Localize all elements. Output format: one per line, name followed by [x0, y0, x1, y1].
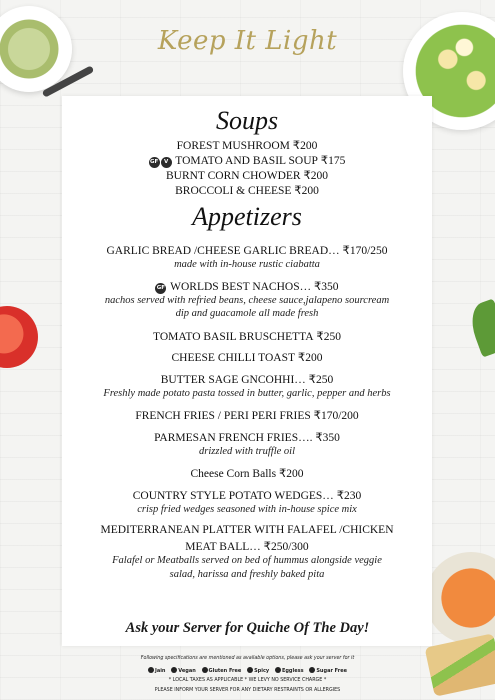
- menu-card: [62, 96, 432, 646]
- soups-heading: Soups: [215, 106, 279, 135]
- tax-note: * LOCAL TAXES AS APPLICABLE * WE LEVY NO SERVICE CHARGE *: [168, 678, 327, 683]
- menu-item: BURNT CORN CHOWDER ₹200: [165, 170, 329, 182]
- menu-item: PARMESAN FRENCH FRIES…. ₹350: [154, 432, 340, 444]
- item-description: made with in-house rustic ciabatta: [174, 259, 320, 270]
- vegan-icon: [171, 667, 177, 673]
- menu-item: Cheese Corn Balls ₹200: [190, 468, 304, 480]
- menu-item: COUNTRY STYLE POTATO WEDGES… ₹230: [132, 490, 362, 502]
- menu-item: FRENCH FRIES / PERI PERI FRIES ₹170/200: [135, 410, 359, 422]
- item-description: salad, harissa and freshly baked pita: [169, 569, 325, 580]
- spicy-icon: [247, 667, 253, 673]
- menu-item: GARLIC BREAD /CHEESE GARLIC BREAD… ₹170/250: [106, 245, 388, 257]
- item-description: crisp fried wedges seasoned with in-house spice mix: [137, 504, 357, 515]
- item-description: Freshly made potato pasta tossed in butter, garlic, pepper and herbs: [103, 388, 391, 399]
- item-description: nachos served with refried beans, cheese sauce,jalapeno sourcream: [104, 295, 390, 306]
- footer-note: Following specifications are mentioned as available options, please ask your server for it: [140, 656, 355, 661]
- menu-item: FOREST MUSHROOM ₹200: [176, 140, 318, 152]
- allergy-note: PLEASE INFORM YOUR SERVER FOR ANY DIETARY RESTRAINTS OR ALLERGIES: [154, 688, 341, 693]
- menu-item: CHEESE CHILLI TOAST ₹200: [171, 352, 323, 364]
- menu-item: TOMATO BASIL BRUSCHETTA ₹250: [153, 331, 341, 343]
- gluten-free-badge-icon: GF: [155, 283, 166, 294]
- menu-item: MEDITERRANEAN PLATTER WITH FALAFEL /CHICKEN: [100, 524, 394, 536]
- menu-item: GF WORLDS BEST NACHOS… ₹350: [156, 281, 339, 293]
- gluten-free-icon: [202, 667, 208, 673]
- jain-icon: [148, 667, 154, 673]
- item-description: Falafel or Meatballs served on bed of hummus alongside veggie: [112, 555, 382, 566]
- dietary-legend: Jain Vegan Gluten Free Spicy Eggless Sugar Free: [0, 667, 495, 674]
- menu-tagline: Keep It Light: [157, 26, 338, 56]
- vegan-badge-icon: V: [161, 157, 172, 168]
- menu-item: BROCCOLI & CHEESE ₹200: [175, 185, 319, 197]
- sugar-free-icon: [309, 667, 315, 673]
- menu-item: BUTTER SAGE GNCOHHI… ₹250: [160, 374, 334, 386]
- item-description: dip and guacamole all made fresh: [175, 308, 319, 319]
- item-description: drizzled with truffle oil: [199, 446, 295, 457]
- quiche-of-the-day: Ask your Server for Quiche Of The Day!: [125, 620, 370, 636]
- appetizers-heading: Appetizers: [192, 202, 302, 231]
- gluten-free-badge-icon: GF: [149, 157, 160, 168]
- menu-item: GF V TOMATO AND BASIL SOUP ₹175: [149, 155, 346, 167]
- eggless-icon: [275, 667, 281, 673]
- menu-item: MEAT BALL… ₹250/300: [185, 541, 309, 553]
